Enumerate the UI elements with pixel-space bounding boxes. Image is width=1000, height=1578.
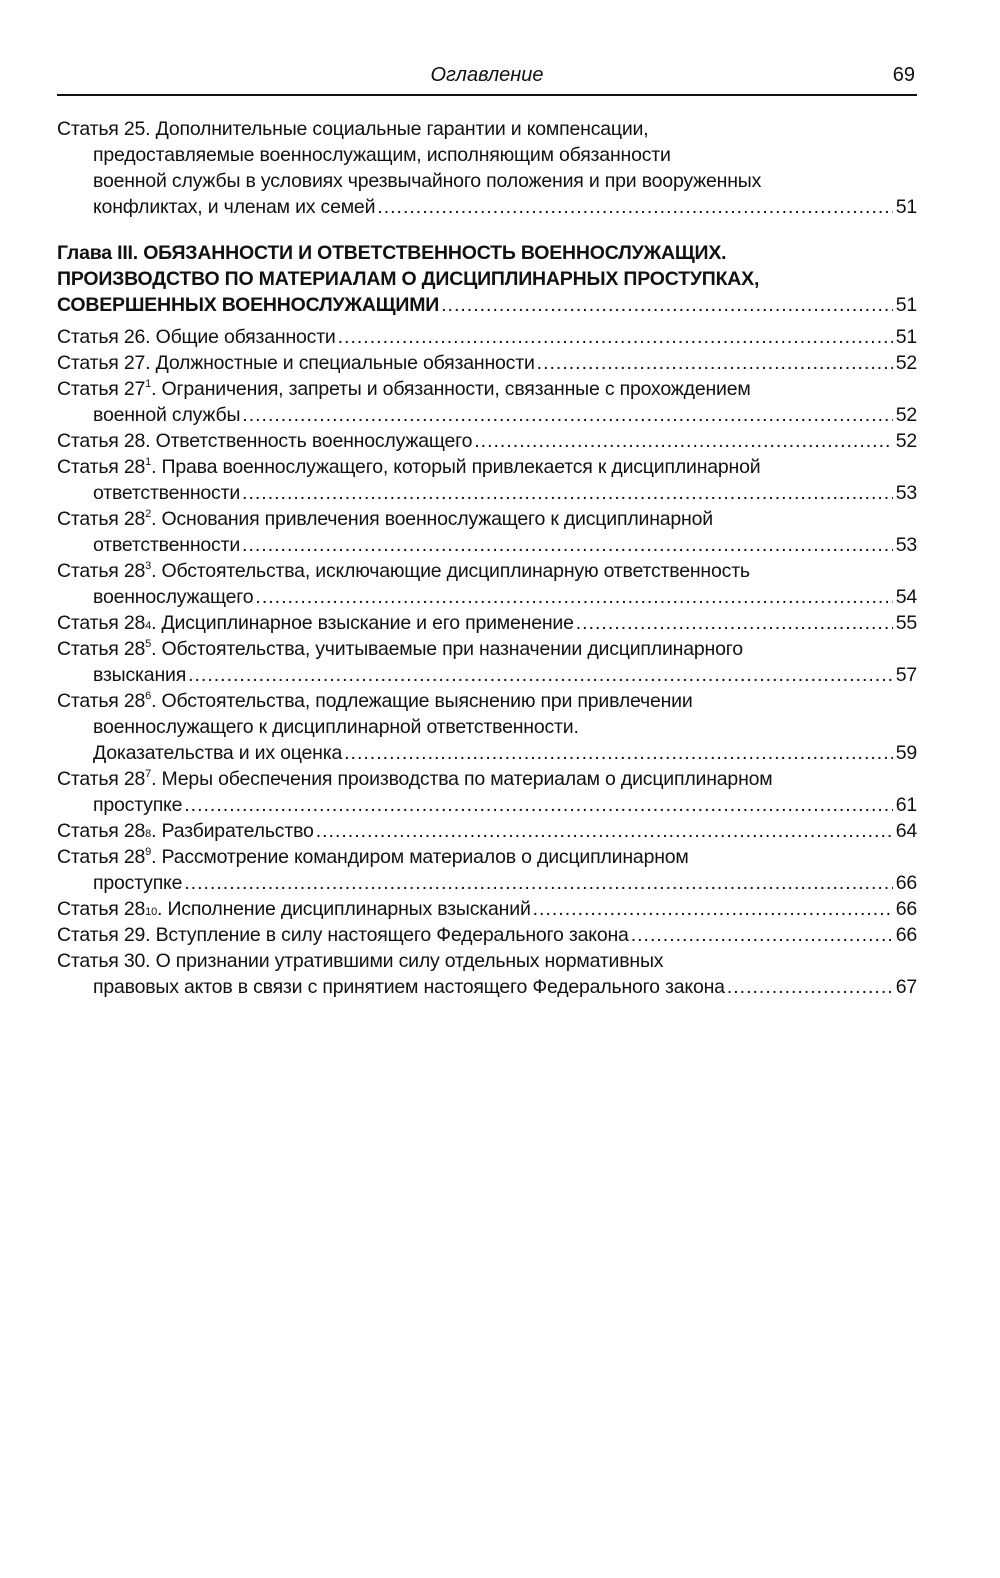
entry-page-number: 53: [895, 534, 917, 556]
toc-entry-article-28-9: [57, 844, 917, 896]
dot-leader: [344, 740, 893, 766]
dot-leader: [316, 818, 893, 844]
toc-entry-article-30: [57, 948, 917, 1000]
entry-text: . Обстоятельства, подлежащие выяснению при привлечении: [151, 690, 693, 712]
entry-text: ответственности: [93, 534, 241, 556]
entry-page-number: 57: [895, 664, 917, 686]
superscript: 5: [145, 638, 152, 650]
entry-text: Статья 29. Вступление в силу настоящего Федерального закона: [57, 924, 629, 946]
dot-leader: [576, 610, 893, 636]
entry-page-number: 51: [895, 196, 917, 218]
entry-text: военнослужащего: [93, 586, 254, 608]
running-title: Оглавление: [430, 64, 544, 86]
entry-page-number: 61: [895, 794, 917, 816]
superscript: 9: [145, 846, 152, 858]
entry-text: . Дисциплинарное взыскание и его применение: [151, 612, 574, 634]
entry-text: . Разбирательство: [151, 820, 314, 842]
entry-text: ответственности: [93, 482, 241, 504]
superscript: 1: [145, 378, 152, 390]
entry-text: Статья 25. Дополнительные социальные гарантии и компенсации,: [57, 118, 649, 140]
entry-text: предоставляемые военнослужащим, исполняющим обязанности: [93, 144, 671, 166]
entry-text: . Рассмотрение командиром материалов о дисциплинарном: [151, 846, 689, 868]
entry-text: . Меры обеспечения производства по материалам о дисциплинарном: [151, 768, 773, 790]
superscript: 3: [145, 560, 152, 572]
toc-entry-article-28-4: Статья 28 4 . Дисциплинарное взыскание и его применение ..... 55: [57, 610, 917, 636]
dot-leader: [188, 662, 893, 688]
entry-text: военной службы: [93, 404, 241, 426]
entry-page-number: 67: [895, 976, 917, 998]
entry-text: Статья 30. О признании утратившими силу отдельных нормативных: [57, 950, 664, 972]
entry-text: Статья 27: [57, 378, 146, 400]
dot-leader: [184, 792, 893, 818]
toc-entry-article-28-8: Статья 28 8 . Разбирательство ..... 64: [57, 818, 917, 844]
superscript: 2: [145, 508, 152, 520]
entry-page-number: 52: [895, 352, 917, 374]
entry-text: . Обстоятельства, учитываемые при назначении дисциплинарного: [151, 638, 743, 660]
entry-text: конфликтах, и членам их семей: [93, 196, 376, 218]
entry-page-number: 52: [895, 404, 917, 426]
entry-text: Статья 28: [57, 456, 146, 478]
entry-page-number: 52: [895, 430, 917, 452]
entry-text: Доказательства и их оценка: [93, 742, 343, 764]
entry-text: . Обстоятельства, исключающие дисциплинарную ответственность: [151, 560, 750, 582]
running-header: [57, 62, 917, 96]
toc-chapter-3: [57, 240, 917, 318]
entry-text: правовых актов в связи с принятием настоящего Федерального закона: [93, 976, 725, 998]
entry-text: военнослужащего к дисциплинарной ответственности.: [93, 716, 579, 738]
dot-leader: [474, 428, 893, 454]
page-number: 69: [892, 64, 915, 86]
entry-text: Статья 28: [57, 560, 146, 582]
entry-text: Статья 28: [57, 846, 146, 868]
entry-page-number: 66: [895, 924, 917, 946]
entry-text: Статья 27. Должностные и специальные обязанности: [57, 352, 535, 374]
entry-page-number: 51: [895, 326, 917, 348]
entry-page-number: 66: [895, 898, 917, 920]
entry-text: Статья 28: [57, 820, 146, 842]
table-of-contents: [57, 116, 917, 1000]
superscript: 6: [145, 690, 152, 702]
entry-text: Статья 28: [57, 508, 146, 530]
superscript: 7: [145, 768, 152, 780]
entry-text: . Основания привлечения военнослужащего к дисциплинарной: [151, 508, 713, 530]
entry-text: проступке: [93, 794, 183, 816]
dot-leader: [255, 584, 893, 610]
toc-entry-article-26: [57, 324, 917, 350]
dot-leader: [242, 480, 893, 506]
toc-entry-article-28-10: Статья 28 10 . Исполнение дисциплинарных взысканий ..... 66: [57, 896, 917, 922]
dot-leader: [242, 402, 893, 428]
entry-text: . Ограничения, запреты и обязанности, связанные с прохождением: [151, 378, 751, 400]
dot-leader: [727, 974, 893, 1000]
entry-text: Статья 28: [57, 690, 146, 712]
toc-entry-article-28-1: [57, 454, 917, 506]
entry-text: . Права военнослужащего, который привлекается к дисциплинарной: [151, 456, 761, 478]
entry-text: Статья 28: [57, 898, 146, 920]
entry-page-number: 55: [895, 612, 917, 634]
entry-text: Статья 28: [57, 768, 146, 790]
dot-leader: [441, 292, 893, 318]
toc-entry-article-28-2: [57, 506, 917, 558]
entry-page-number: 66: [895, 872, 917, 894]
dot-leader: [631, 922, 893, 948]
entry-text: взыскания: [93, 664, 187, 686]
toc-entry-article-28-6: [57, 688, 917, 766]
dot-leader: [533, 896, 893, 922]
dot-leader: [377, 194, 893, 220]
entry-text: Статья 28: [57, 612, 146, 634]
toc-entry-article-27: [57, 350, 917, 376]
chapter-text: Глава III. ОБЯЗАННОСТИ И ОТВЕТСТВЕННОСТЬ ВОЕННОСЛУЖАЩИХ.: [57, 242, 727, 264]
chapter-text: ПРОИЗВОДСТВО ПО МАТЕРИАЛАМ О ДИСЦИПЛИНАРНЫХ ПРОСТУПКАХ,: [57, 268, 760, 290]
toc-entry-article-29: [57, 922, 917, 948]
entry-text: Статья 28. Ответственность военнослужащего: [57, 430, 473, 452]
toc-entry-article-25: [57, 116, 917, 220]
entry-page-number: 51: [895, 294, 917, 316]
dot-leader: [537, 350, 893, 376]
entry-text: . Исполнение дисциплинарных взысканий: [157, 898, 531, 920]
toc-entry-article-28-5: [57, 636, 917, 688]
entry-page-number: 53: [895, 482, 917, 504]
superscript: 1: [145, 456, 152, 468]
entry-text: Статья 28: [57, 638, 146, 660]
entry-page-number: 59: [895, 742, 917, 764]
toc-entry-article-28: [57, 428, 917, 454]
entry-page-number: 64: [895, 820, 917, 842]
dot-leader: [338, 324, 893, 350]
chapter-text: СОВЕРШЕННЫХ ВОЕННОСЛУЖАЩИМИ: [57, 294, 440, 316]
entry-text: проступке: [93, 872, 183, 894]
entry-text: Статья 26. Общие обязанности: [57, 326, 336, 348]
dot-leader: [184, 870, 893, 896]
toc-entry-article-27-1: [57, 376, 917, 428]
entry-page-number: 54: [895, 586, 917, 608]
dot-leader: [242, 532, 893, 558]
toc-entry-article-28-7: [57, 766, 917, 818]
toc-entry-article-28-3: [57, 558, 917, 610]
entry-text: военной службы в условиях чрезвычайного положения и при вооруженных: [93, 170, 762, 192]
